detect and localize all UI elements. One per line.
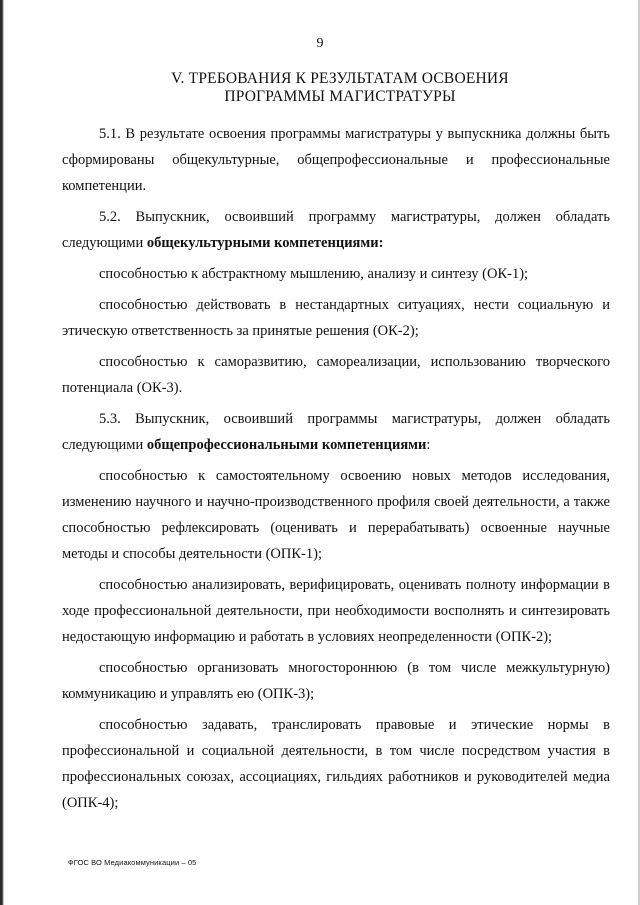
- page-footer: ФГОС ВО Медиакоммуникации – 05: [68, 858, 197, 867]
- page-number: 9: [316, 36, 324, 51]
- scan-edge-left: [0, 0, 4, 905]
- competency-ok-2: способностью действовать в нестандартных ситуациях, нести социальную и этическую ответственность за принятые решения (ОК-2);: [62, 297, 610, 339]
- paragraph-5-3-text: 5.3. Выпускник, освоивший программы магистратуры, должен обладать следующими: [62, 411, 610, 453]
- competency-ok-1: способностью к абстрактному мышлению, анализу и синтезу (ОК-1);: [99, 266, 529, 282]
- paragraph-5-2-text: 5.2. Выпускник, освоивший программу магистратуры, должен обладать следующими: [62, 209, 610, 251]
- paragraph-5-3: [62, 406, 610, 458]
- competency-opk-4: способностью задавать, транслировать правовые и этические нормы в профессиональной и социальной деятельности, в том числе посредством участия в профессиональных союзах, ассоциациях, гильдиях работников и руководителей медиа (ОПК-4);: [62, 717, 610, 811]
- document-body: [62, 121, 610, 816]
- section-title: [60, 70, 620, 106]
- competency-opk-1: способностью к самостоятельному освоению новых методов исследования, изменению научного и научно-производственного профиля своей деятельности, а также способностью рефлексировать (оценивать и перерабатывать) освоенные научные методы и способы деятельности (ОПК-1);: [62, 468, 610, 562]
- section-title-line-2: ПРОГРАММЫ МАГИСТРАТУРЫ: [224, 88, 456, 105]
- competency-ok-3: способностью к саморазвитию, самореализации, использованию творческого потенциала (ОК-3).: [62, 354, 610, 396]
- paragraph-5-3-colon: :: [426, 437, 431, 453]
- competency-opk-2: способностью анализировать, верифицировать, оценивать полноту информации в ходе профессиональной деятельности, при необходимости восполнять и синтезировать недостающую информацию и работать в условиях неопределенности (ОПК-2);: [62, 577, 610, 645]
- section-title-line-1: V. ТРЕБОВАНИЯ К РЕЗУЛЬТАТАМ ОСВОЕНИЯ: [171, 70, 509, 87]
- paragraph-5-2: [62, 204, 610, 256]
- general-cultural-competencies-heading: общекультурными компетенциями:: [146, 235, 384, 251]
- paragraph-5-1: 5.1. В результате освоения программы магистратуры у выпускника должны быть сформированы общекультурные, общепрофессиональные и профессиональные компетенции.: [62, 126, 610, 194]
- general-professional-competencies-heading: общепрофессиональными компетенциями: [146, 437, 427, 453]
- competency-opk-3: способностью организовать многостороннюю (в том числе межкультурную) коммуникацию и управлять ею (ОПК-3);: [62, 660, 610, 702]
